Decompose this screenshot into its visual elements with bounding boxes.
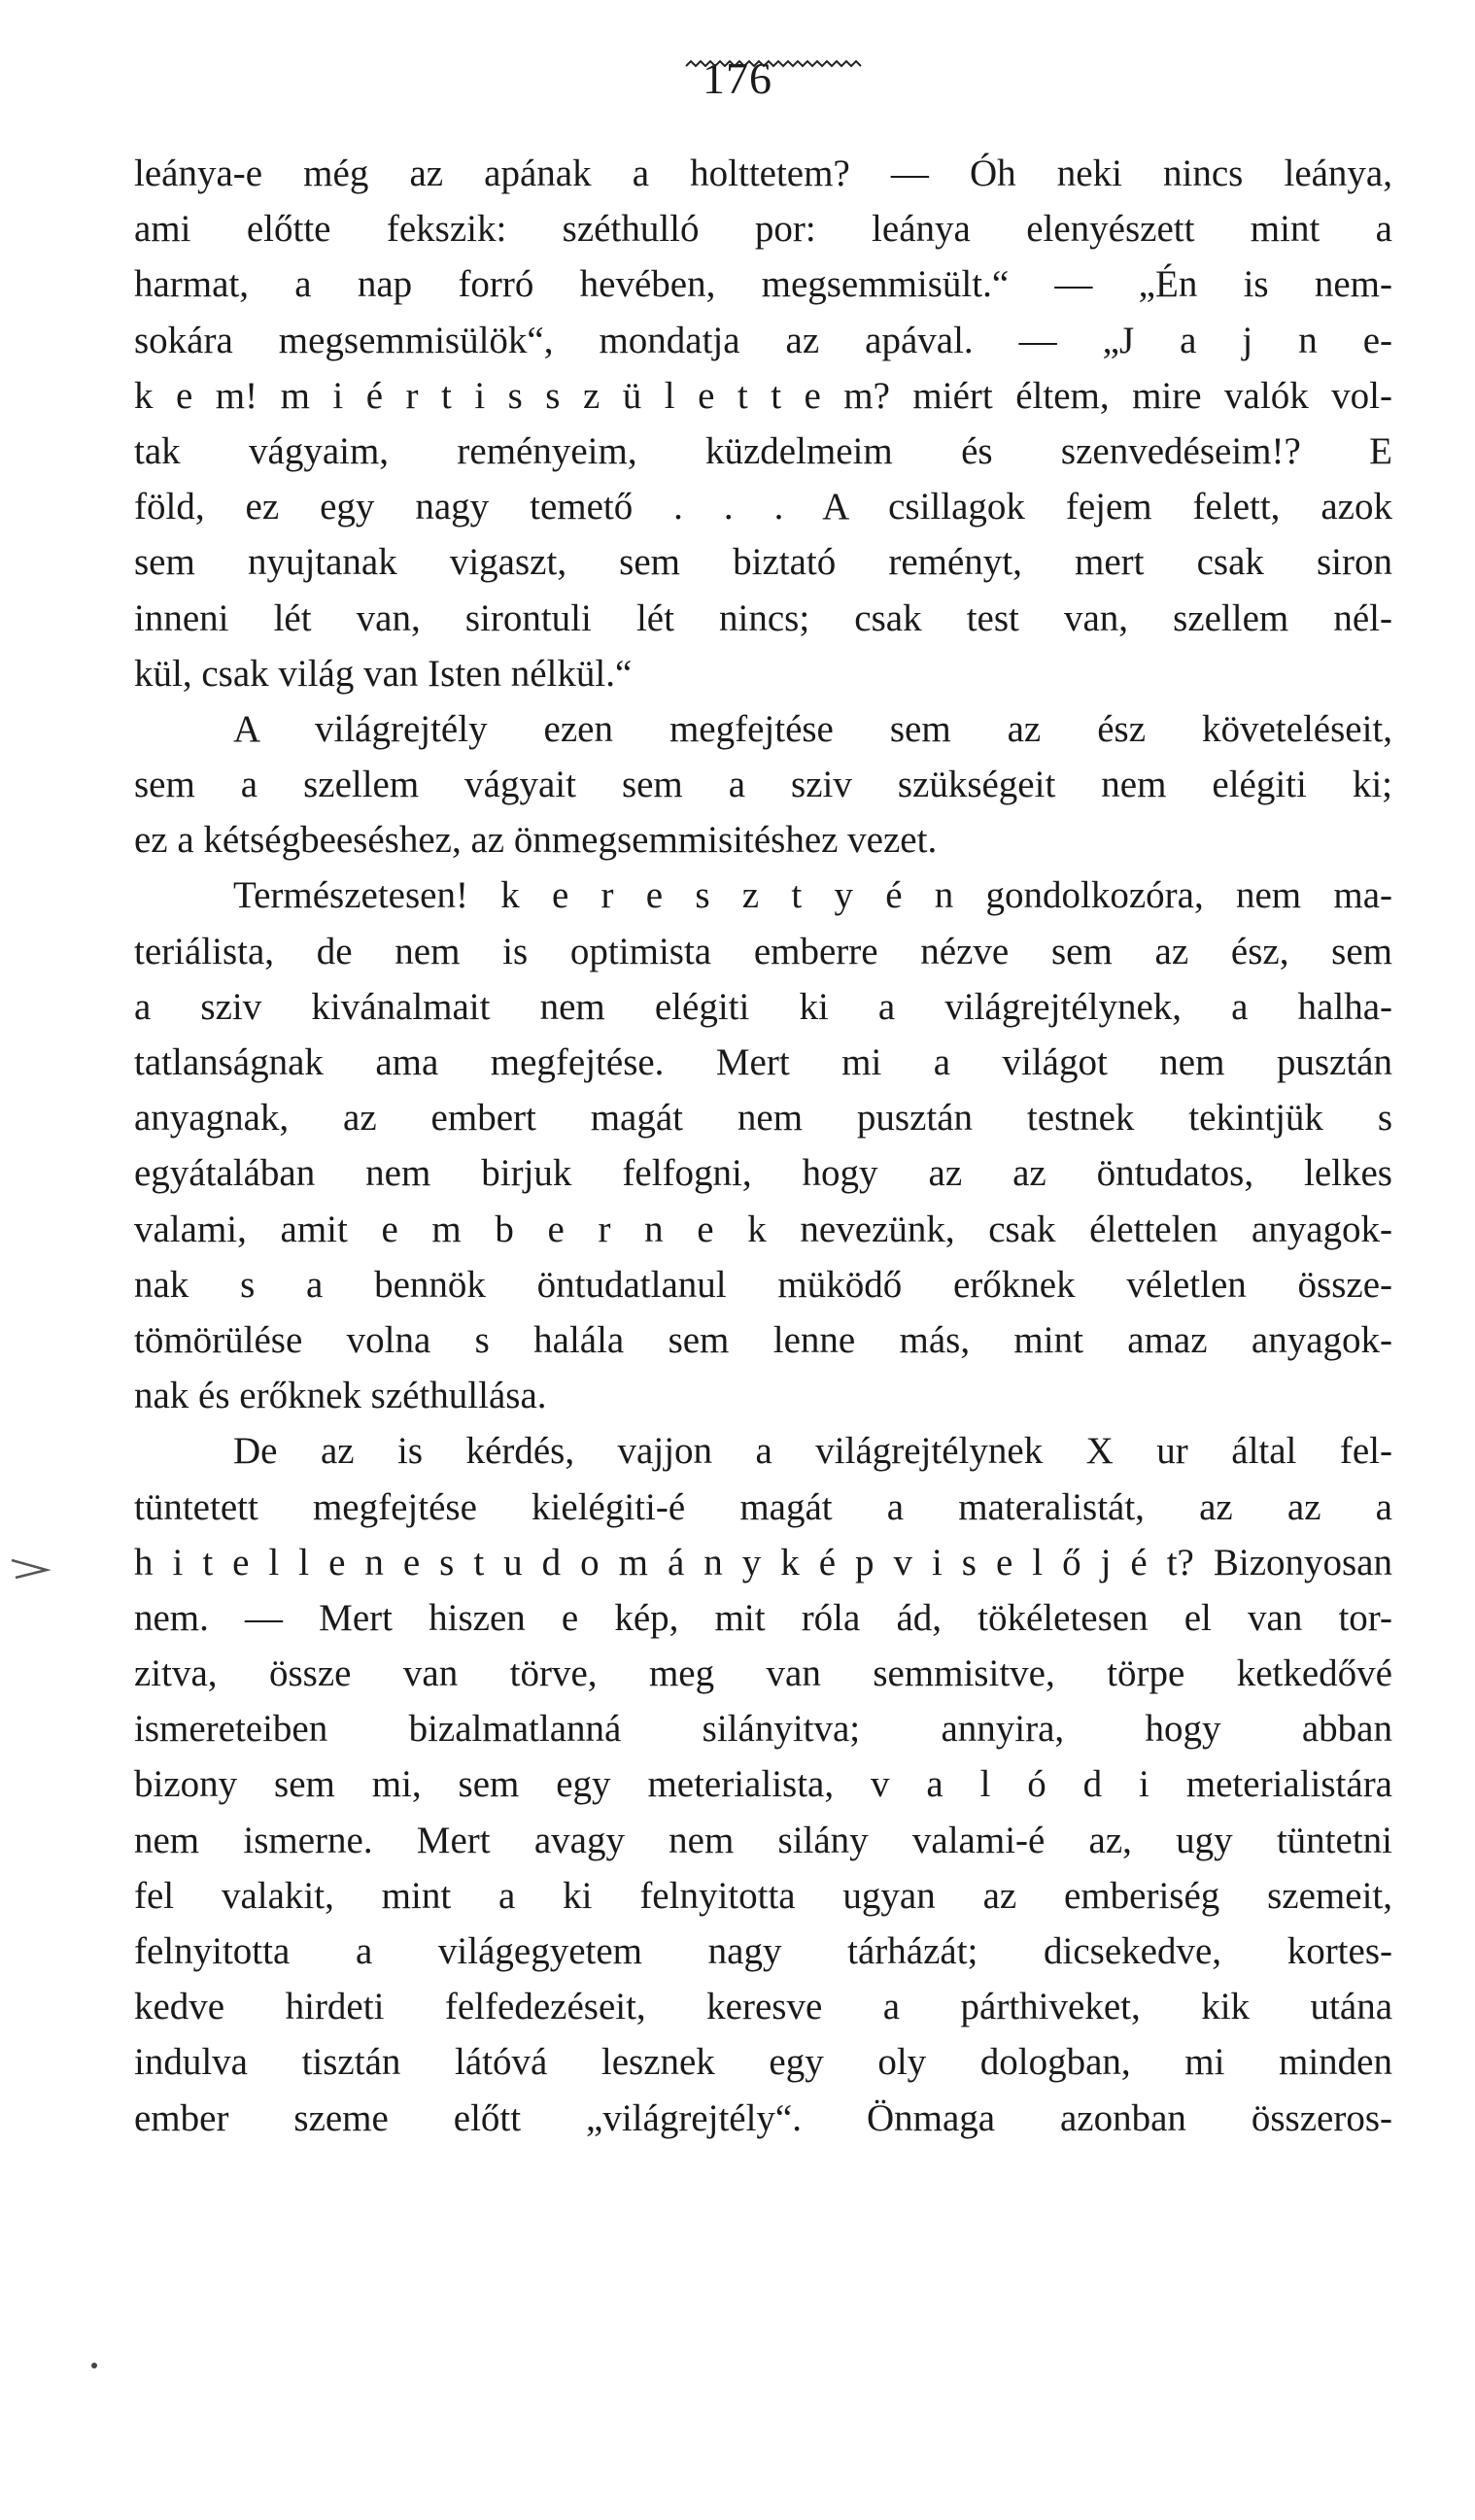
body-text [134, 146, 1392, 2146]
text-line: ember szeme előtt „világrejtély“. Önmaga azonban összeros- [134, 2096, 1392, 2139]
text-line: bizony sem mi, sem egy meterialista, v a l ó d i meterialistára [134, 1763, 1392, 1806]
text-line: h i t e l l e n e s t u d o m á n y k é p v i s e l ő j é t? Bizonyosan [134, 1541, 1392, 1584]
text-line: felnyitotta a világegyetem nagy tárházát; dicsekedve, kortes- [134, 1930, 1392, 1972]
header-ornament-rule [684, 58, 869, 72]
text-line: inneni lét van, sirontuli lét nincs; csak test van, szellem nél- [134, 596, 1392, 639]
text-line: zitva, össze van törve, meg van semmisitve, törpe ketkedővé [134, 1652, 1392, 1695]
text-line: föld, ez egy nagy temető . . . A csillagok fejem felett, azok [134, 486, 1392, 528]
text-line: sem nyujtanak vigaszt, sem biztató reményt, mert csak siron [134, 541, 1392, 584]
text-line: tömörülése volna s halála sem lenne más, mint amaz anyagok- [134, 1318, 1392, 1361]
margin-pencil-mark [8, 1552, 66, 1582]
text-line: teriálista, de nem is optimista emberre nézve sem az ész, sem [134, 930, 1392, 972]
text-line: tatlanságnak ama megfejtése. Mert mi a világot nem pusztán [134, 1041, 1392, 1083]
text-line: kedve hirdeti felfedezéseit, keresve a párthiveket, kik utána [134, 1986, 1392, 2028]
text-line: sokára megsemmisülök“, mondatja az apával. — „J a j n e- [134, 319, 1392, 361]
text-line: ismereteiben bizalmatlanná silányitva; annyira, hogy abban [134, 1708, 1392, 1751]
text-line: ami előtte fekszik: széthulló por: leánya elenyészett mint a [134, 208, 1392, 251]
text-line: egyátalában nem birjuk felfogni, hogy az az öntudatos, lelkes [134, 1152, 1392, 1195]
text-line: tüntetett megfejtése kielégiti-é magát a materalistát, az az a [134, 1485, 1392, 1528]
text-line: tak vágyaim, reményeim, küzdelmeim és szenvedéseim!? E [134, 429, 1392, 472]
page-number: 176 [703, 53, 772, 103]
text-line: indulva tisztán látóvá lesznek egy oly dologban, mi minden [134, 2041, 1392, 2084]
text-line: nak és erőknek széthullása. [134, 1375, 547, 1417]
text-line: harmat, a nap forró hevében, megsemmisült.“ — „Én is nem- [134, 263, 1392, 306]
text-line: fel valakit, mint a ki felnyitotta ugyan az emberiség szemeit, [134, 1874, 1392, 1917]
text-line: nem ismerne. Mert avagy nem silány valami-é az, ugy tüntetni [134, 1819, 1392, 1861]
paragraph-start-line: De az is kérdés, vajjon a világrejtélynek X ur által fel- [233, 1430, 1392, 1473]
paragraph-start-line: Természetesen! k e r e s z t y é n gondolkozóra, nem ma- [233, 874, 1392, 917]
margin-dot-mark [91, 2363, 97, 2368]
text-line: nem. — Mert hiszen e kép, mit róla ád, tökéletesen el van tor- [134, 1596, 1392, 1639]
text-line: sem a szellem vágyait sem a sziv szükségeit nem elégiti ki; [134, 764, 1392, 806]
text-line: valami, amit e m b e r n e k nevezünk, csak élettelen anyagok- [134, 1208, 1392, 1250]
text-line: kül, csak világ van Isten nélkül.“ [134, 652, 633, 695]
text-line: anyagnak, az embert magát nem pusztán testnek tekintjük s [134, 1097, 1392, 1140]
text-line: ez a kétségbeeséshez, az önmegsemmisitéshez vezet. [134, 819, 938, 862]
text-line: nak s a bennök öntudatlanul müködő erőknek véletlen össze- [134, 1263, 1392, 1306]
text-line: leánya-e még az apának a holttetem? — Óh neki nincs leánya, [134, 153, 1392, 194]
text-line: k e m! m i é r t i s s z ü l e t t e m? miért éltem, mire valók vol- [134, 374, 1392, 417]
text-line: a sziv kivánalmait nem elégiti ki a világrejtélynek, a halha- [134, 985, 1392, 1028]
paragraph-start-line: A világrejtély ezen megfejtése sem az ész követeléseit, [233, 707, 1392, 750]
